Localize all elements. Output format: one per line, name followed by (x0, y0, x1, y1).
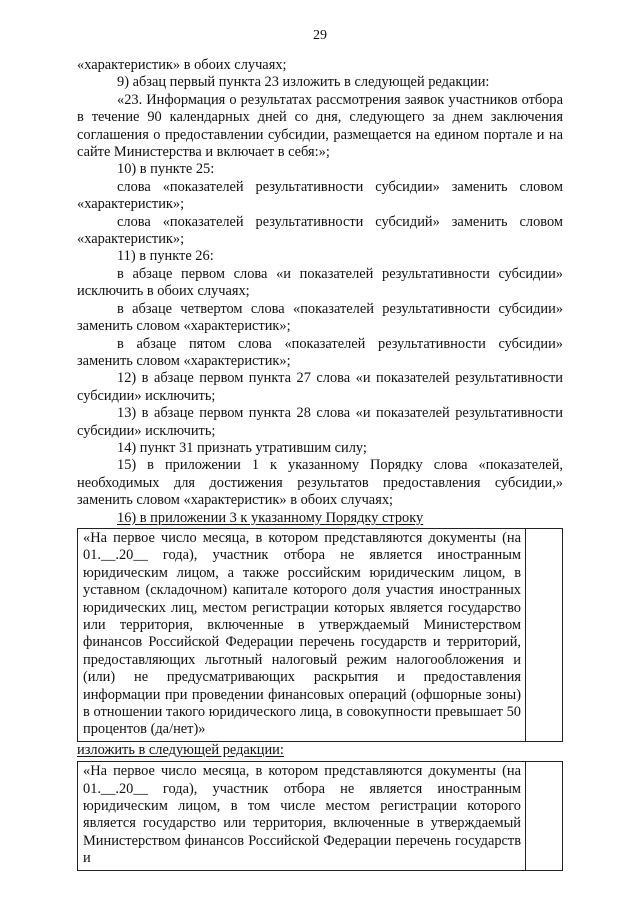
paragraph: в абзаце пятом слова «показателей результативности субсидии» заменить словом «характеристик»; (77, 335, 563, 369)
paragraph: 11) в пункте 26: (117, 248, 214, 265)
paragraph: 9) абзац первый пункта 23 изложить в следующей редакции: (117, 74, 490, 91)
new-row-text: «На первое число месяца, в котором представляются документы (на 01.__.20__ года), участник отбора не является иностранным юридическим лицом, в том числе местом регистрации которого является государство или территория, включенные в утверждаемый Министерством финансов Российской Федерации перечень государств и (78, 762, 526, 869)
paragraph: 10) в пункте 25: (117, 161, 215, 178)
page-number: 29 (313, 28, 327, 43)
paragraph: слова «показателей результативности субсидий» заменить словом «характеристик»; (77, 213, 563, 248)
paragraph: в абзаце четвертом слова «показателей результативности субсидии» заменить словом «характеристик»; (77, 300, 563, 335)
paragraph: «характеристик» в обоих случаях; (77, 57, 287, 73)
paragraph: 13) в абзаце первом пункта 28 слова «и показателей результативности субсидии» исключить; (77, 405, 563, 439)
old-row-table (77, 528, 563, 742)
old-row-text: «На первое число месяца, в котором представляются документы (на 01.__.20__ года), участник отбора не является иностранным юридическим лицом, а также российским юридическим лицом, в уставном (складочном) капитале которого доля участия иностранных юридических лиц, местом регистрации которых является государство или территория, включенные в утверждаемый Министерством финансов Российской Федерации перечень государств и территорий, предоставляющих льготный налоговый режим налогообложения и (или) не предусматривающих раскрытия и предоставления информации при проведении финансовых операций (офшорные зоны) в отношении такого юридического лица, в совокупности превышает 50 процентов (да/нет)» (78, 529, 526, 741)
new-row-table (77, 761, 563, 870)
paragraph: слова «показателей результативности субсидии» заменить словом «характеристик»; (77, 178, 563, 213)
paragraph: в абзаце первом слова «и показателей результативности субсидии» исключить в обоих случаях; (77, 265, 563, 300)
paragraph (77, 510, 563, 527)
new-row-empty-cell (526, 762, 562, 869)
paragraph (77, 742, 563, 759)
paragraph: 15) в приложении 1 к указанному Порядку слова «показателей, необходимых для достижения результатов предоставления субсидии,» заменить словом «характеристик» в обоих случаях; (77, 457, 563, 509)
old-row-empty-cell (526, 529, 562, 741)
paragraph: 12) в абзаце первом пункта 27 слова «и показателей результативности субсидии» исключить; (77, 370, 563, 404)
document-body (77, 57, 563, 871)
middle-text: изложить в следующей редакции: (77, 741, 284, 758)
paragraph: 14) пункт 31 признать утратившим силу; (117, 439, 367, 456)
paragraph-underlined: 16) в приложении 3 к указанному Порядку строку (117, 509, 424, 526)
paragraph: «23. Информация о результатах рассмотрения заявок участников отбора в течение 90 календарных дней со дня, следующего за днем заключения соглашения о предоставлении субсидии, размещается на едином портале и на сайте Министерства и включает в себя:»; (77, 91, 563, 161)
